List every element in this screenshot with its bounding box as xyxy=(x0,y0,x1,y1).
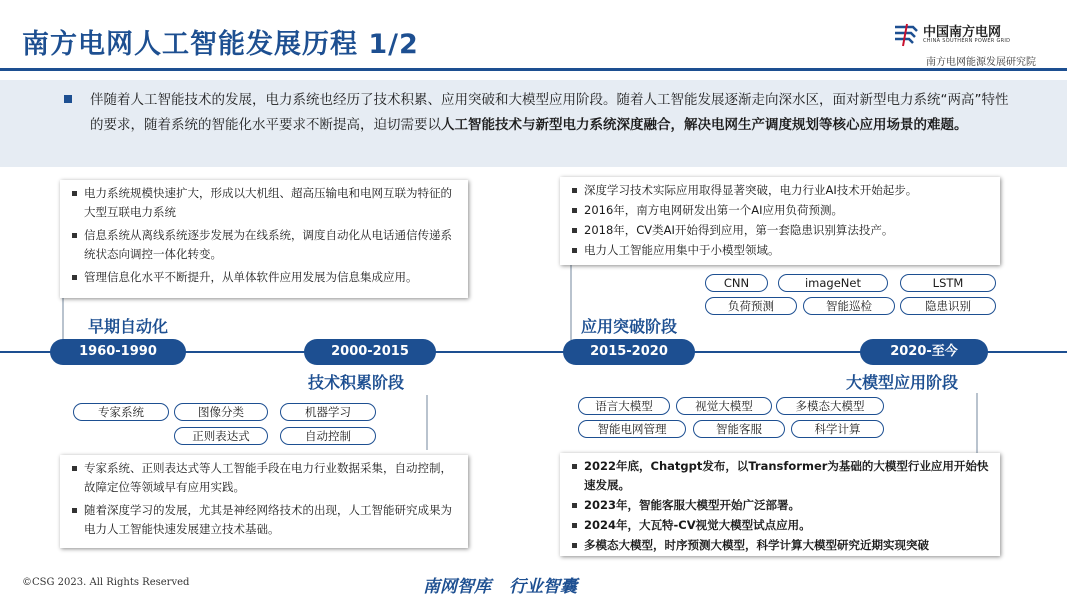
intro-text xyxy=(90,88,1010,138)
early-automation-box xyxy=(60,180,468,298)
list-item: 2022年底，Chatgpt发布，以Transformer为基础的大模型行业应用开始快速发展。 xyxy=(570,457,990,495)
tag-automatic-control: 自动控制 xyxy=(280,427,376,445)
company-logo xyxy=(893,20,1063,68)
tag-multimodal-model: 多模态大模型 xyxy=(776,397,884,415)
period-2000-2015: 2000-2015 xyxy=(304,339,436,365)
tag-smart-grid-management: 智能电网管理 xyxy=(578,420,686,438)
list-item: 2024年，大瓦特-CV视觉大模型试点应用。 xyxy=(570,516,990,535)
list-item: 电力人工智能应用集中于小模型领域。 xyxy=(570,241,990,260)
list-item: 电力系统规模快速扩大，形成以大机组、超高压输电和电网互联为特征的大型互联电力系统 xyxy=(70,184,458,222)
stage-accumulation: 技术积累阶段 xyxy=(308,373,405,392)
tag-expert-system: 专家系统 xyxy=(73,403,169,421)
list-item: 深度学习技术实际应用取得显著突破，电力行业AI技术开始起步。 xyxy=(570,181,990,200)
list-item: 多模态大模型，时序预测大模型，科学计算大模型研究近期实现突破 xyxy=(570,536,990,555)
tag-cnn: CNN xyxy=(705,274,768,292)
intro-bullet-icon xyxy=(64,95,72,103)
tag-vision-model: 视觉大模型 xyxy=(676,397,772,415)
accumulation-box xyxy=(60,455,468,548)
page-title: 南方电网人工智能发展历程 1/2 xyxy=(22,29,419,60)
intro-text-bold: 人工智能技术与新型电力系统深度融合，解决电网生产调度规划等核心应用场景的难题。 xyxy=(441,117,968,133)
list-item: 2016年，南方电网研发出第一个AI应用负荷预测。 xyxy=(570,201,990,220)
tag-regex: 正则表达式 xyxy=(174,427,268,445)
stage-early-automation: 早期自动化 xyxy=(88,317,169,336)
connector-early xyxy=(62,298,64,340)
title-divider xyxy=(0,68,1067,71)
connector-largemodel xyxy=(976,393,978,453)
grid-logo-icon xyxy=(893,22,919,48)
intro-text-normal: 伴随着人工智能技术的发展，电力系统也经历了技术积累、应用突破和大模型应用阶段。随着人工智能发展逐渐走向深水区，面对新型电力系统“两高”特性的要求，随着系统的智能化水平要求不断提高，迫切需要以 xyxy=(90,92,1009,133)
logo-english: CHINA SOUTHERN POWER GRID xyxy=(923,38,1011,44)
logo-name: 中国南方电网 xyxy=(923,25,1002,40)
period-1960-1990: 1960-1990 xyxy=(50,339,186,365)
footer-slogan xyxy=(423,572,595,597)
list-item: 管理信息化水平不断提升，从单体软件应用发展为信息集成应用。 xyxy=(70,268,458,287)
list-item: 随着深度学习的发展，尤其是神经网络技术的出现，人工智能研究成果为电力人工智能快速发展建立技术基础。 xyxy=(70,501,458,539)
stage-breakthrough: 应用突破阶段 xyxy=(581,317,678,336)
slogan-think-tank: 南网智库 xyxy=(423,577,491,597)
tag-machine-learning: 机器学习 xyxy=(280,403,376,421)
list-item: 2023年，智能客服大模型开始广泛部署。 xyxy=(570,496,990,515)
tag-lstm: LSTM xyxy=(900,274,996,292)
tag-smart-inspection: 智能巡检 xyxy=(803,297,895,315)
tag-load-forecast: 负荷预测 xyxy=(705,297,797,315)
list-item: 专家系统、正则表达式等人工智能手段在电力行业数据采集，自动控制，故障定位等领域早有应用实践。 xyxy=(70,459,458,497)
period-2020-now: 2020-至今 xyxy=(860,339,988,365)
list-item: 信息系统从离线系统逐步发展为在线系统，调度自动化从电话通信传递系统状态向调控一体化转变。 xyxy=(70,226,458,264)
copyright: ©CSG 2023. All Rights Reserved xyxy=(22,577,190,588)
tag-language-model: 语言大模型 xyxy=(578,397,670,415)
tag-hazard-detection: 隐患识别 xyxy=(900,297,996,315)
stage-largemodel: 大模型应用阶段 xyxy=(846,373,959,392)
connector-accumulation xyxy=(426,395,428,450)
slogan-industry: 行业智囊 xyxy=(509,577,577,597)
period-2015-2020: 2015-2020 xyxy=(563,339,695,365)
breakthrough-box xyxy=(560,177,1000,265)
largemodel-box xyxy=(560,453,1000,556)
tag-imagenet: imageNet xyxy=(778,274,888,292)
connector-breakthrough xyxy=(570,265,572,340)
tag-image-classification: 图像分类 xyxy=(174,403,268,421)
tag-smart-customer-service: 智能客服 xyxy=(693,420,785,438)
tag-scientific-computing: 科学计算 xyxy=(791,420,884,438)
list-item: 2018年，CV类AI开始得到应用，第一套隐患识别算法投产。 xyxy=(570,221,990,240)
institute-name: 南方电网能源发展研究院 xyxy=(926,57,1036,68)
